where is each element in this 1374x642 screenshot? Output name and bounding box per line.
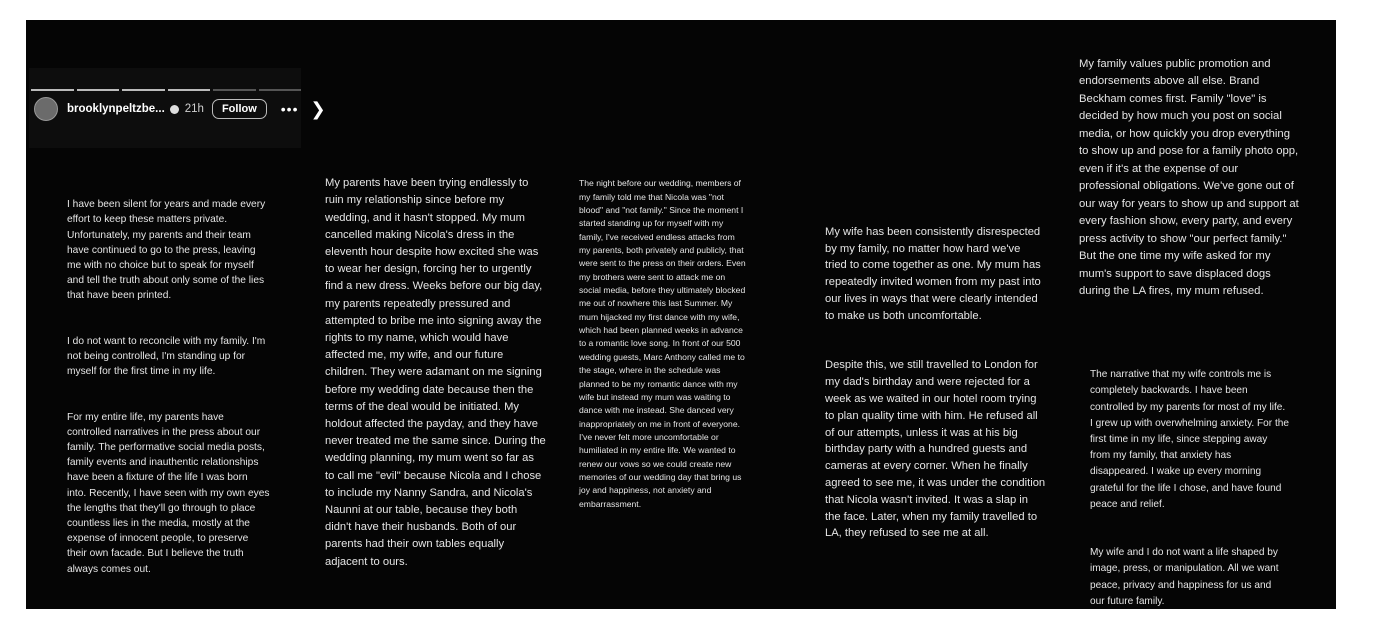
paragraph: My family values public promotion and endorsements above all else. Brand Beckham comes first. Family "love" is decided by how much you post on social media, or how quickly you drop everything to show up and pose for a family photo opp, even if it's at the expense of our professional obligations. We've gone out of our way for years to show up and support at every fashion show, every party, and every press activity to show "our perfect family." But the one time my wife asked for my mum's support to save displaced dogs during the LA fires, my mum refused. xyxy=(1079,57,1299,297)
paragraph: For my entire life, my parents have controlled narratives in the press about our family. The performative social media posts, family events and inauthentic relationships have been a fixture of the life I was born into. Recently, I have seen with my own eyes the lengths that they'll go through to place countless lies in the media, mostly at the expense of innocent people, to preserve their own facade. But I believe the truth always comes out. xyxy=(67,411,270,575)
paragraph: My wife and I do not want a life shaped by image, press, or manipulation. All we want peace, privacy and happiness for us and our future family. xyxy=(1090,547,1279,607)
story-header xyxy=(34,96,326,122)
progress-segment xyxy=(122,89,165,91)
paragraph: Despite this, we still travelled to London for my dad's birthday and were rejected for a week as we waited in our hotel room trying to plan quality time with him. He refused all of our attempts, unless it was at his big birthday party with a hundred guests and cameras at every corner. When he finally agreed to see me, it was under the condition that Nicola wasn't invited. It was a slap in the face. Later, when my family travelled to LA, they refused to see me at all. xyxy=(825,359,1046,540)
progress-segment xyxy=(213,89,256,91)
progress-segment xyxy=(77,89,120,91)
progress-segment xyxy=(259,89,302,91)
verified-badge-icon xyxy=(170,105,179,114)
paragraph: My parents have been trying endlessly to ruin my relationship since before my wedding, and it hasn't stopped. My mum cancelled making Nicola's dress in the eleventh hour despite how excited she was to wear her design, forcing her to urgently find a new dress. Weeks before our big day, my parents repeatedly pressured and attempted to bribe me into signing away the rights to my name, which would have affected me, my wife, and our future children. They were adamant on me signing before my wedding date because then the terms of the deal would be initiated. My holdout affected the payday, and they have never treated me the same since. During the wedding planning, my mum went so far as to call me "evil" because Nicola and I chose to include my Nanny Sandra, and Nicola's Naunni at our table, because they both didn't have their husbands. Both of our parents had their own tables equally adjacent to ours. xyxy=(325,177,546,568)
progress-segment xyxy=(31,89,74,91)
statement-slide-4 xyxy=(825,207,1065,559)
statement-slide-6 xyxy=(1090,351,1328,626)
progress-segment xyxy=(168,89,211,91)
statement-slide-2 xyxy=(325,158,565,588)
statement-slide-5 xyxy=(1079,38,1329,318)
statement-slide-1 xyxy=(67,182,297,592)
avatar[interactable] xyxy=(34,97,58,121)
follow-button[interactable]: Follow xyxy=(212,99,267,119)
chevron-right-icon[interactable]: ❯ xyxy=(310,98,326,119)
statement-slide-3 xyxy=(579,164,779,524)
username[interactable]: brooklynpeltzbe... xyxy=(67,103,165,115)
more-icon[interactable]: ••• xyxy=(280,101,299,117)
paragraph: I do not want to reconcile with my family. I'm not being controlled, I'm standing up for myself for the first time in my life. xyxy=(67,335,266,378)
post-time: 21h xyxy=(184,103,204,115)
paragraph: I have been silent for years and made every effort to keep these matters private. Unfortunately, my parents and their team have continued to go to the press, leaving me with no choice but to speak for myself and tell the truth about only some of the lies that have been printed. xyxy=(67,199,266,302)
paragraph: My wife has been consistently disrespected by my family, no matter how hard we've tried to come together as one. My mum has repeatedly invited women from my past into our lives in ways that were clearly intended to make us both uncomfortable. xyxy=(825,225,1041,322)
paragraph: The night before our wedding, members of my family told me that Nicola was "not blood" and "not family." Since the moment I started standing up for myself with my family, I've received endless attacks from my parents, both privately and publicly, that were sent to the press on their orders. Even my brothers were sent to attack me on social media, before they ultimately blocked me out of nowhere this last Summer. My mum hijacked my first dance with my wife, which had been planned weeks in advance to a romantic love song. In front of our 500 wedding guests, Marc Anthony called me to the stage, where in the schedule was planned to be my romantic dance with my wife but instead my mum was waiting to dance with me instead. She danced very inappropriately on me in front of everyone. I've never felt more uncomfortable or humiliated in my entire life. We wanted to renew our vows so we could create new memories of our wedding day that bring us joy and happiness, not anxiety and embarrassment. xyxy=(579,178,746,509)
story-progress-bar xyxy=(31,89,301,91)
paragraph: The narrative that my wife controls me is completely backwards. I have been controlled by my parents for most of my life. I grew up with overwhelming anxiety. For the first time in my life, since stepping away from my family, that anxiety has disappeared. I wake up every morning grateful for the life I chose, and have found peace and relief. xyxy=(1090,369,1289,510)
